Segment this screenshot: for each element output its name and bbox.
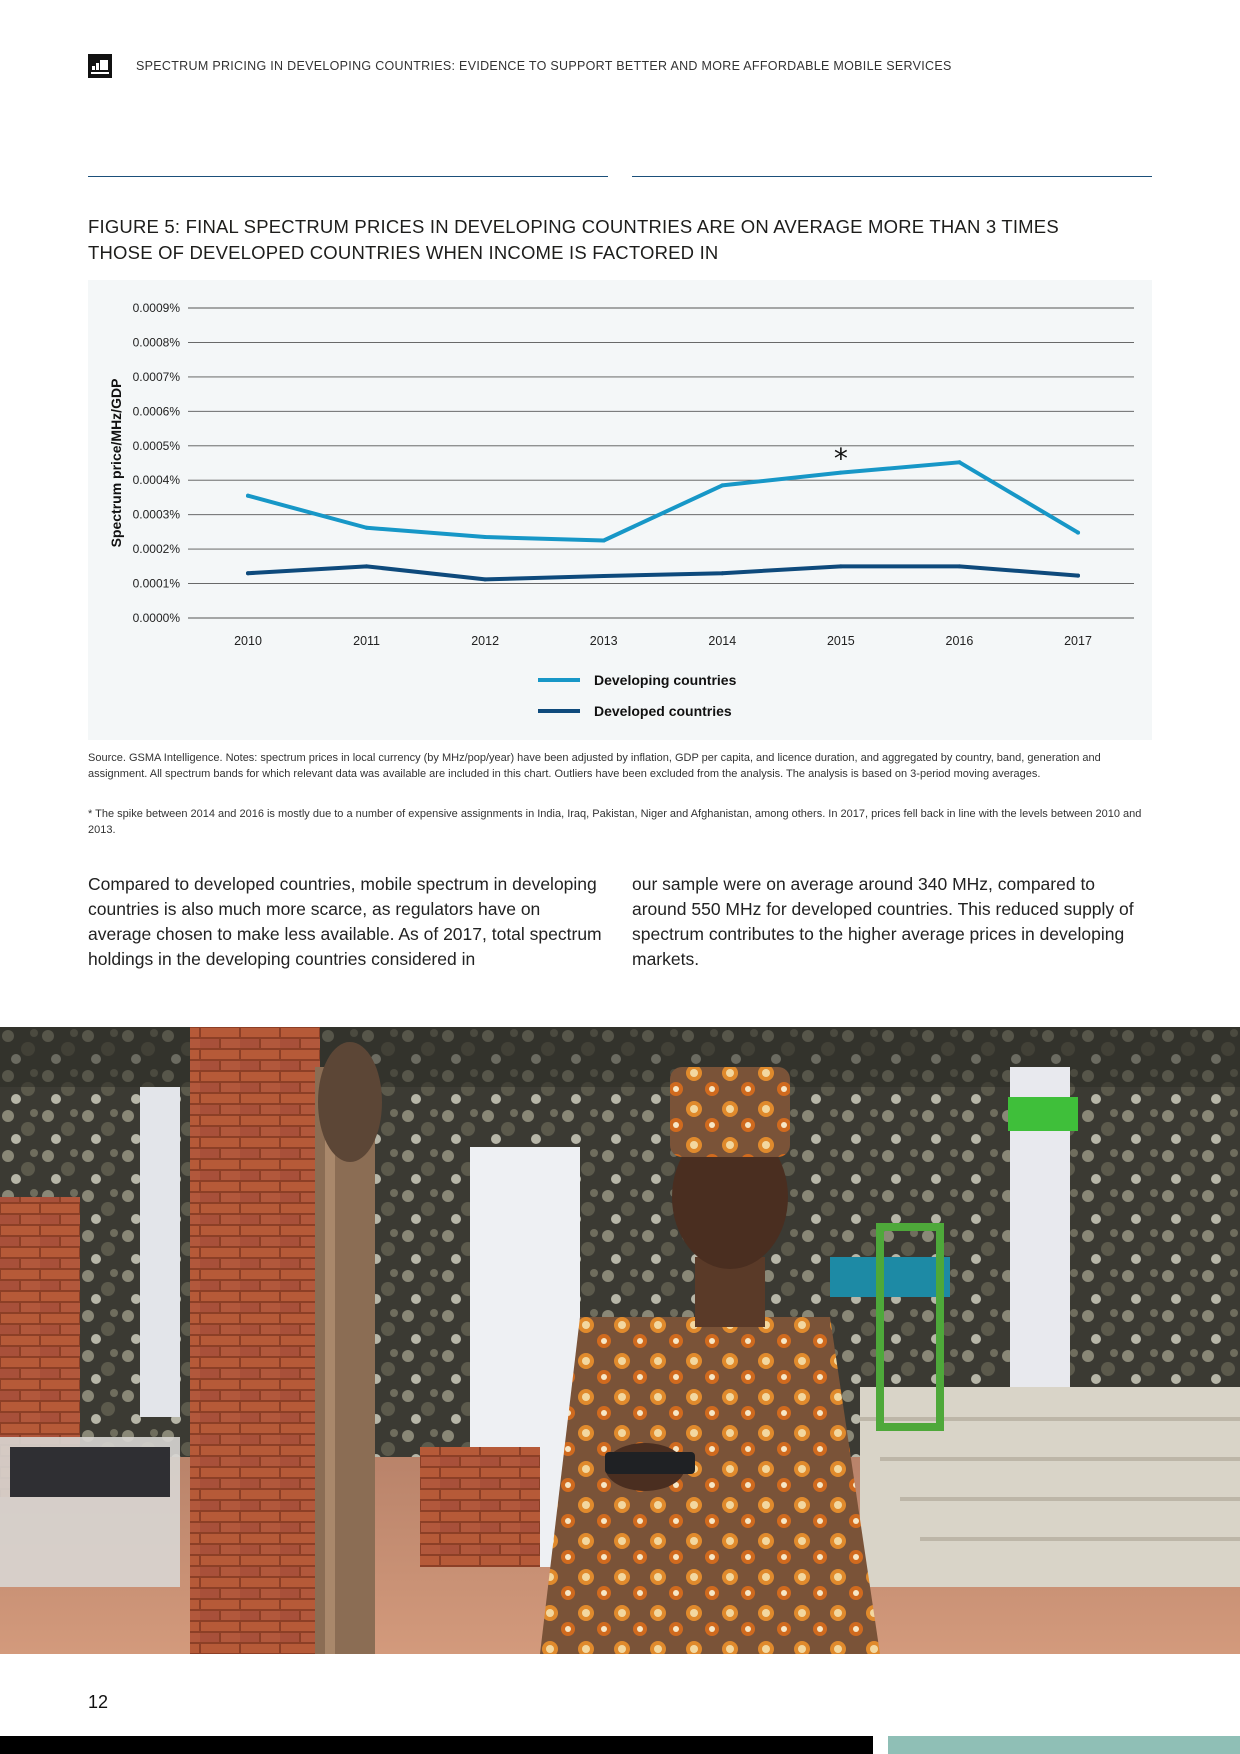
x-tick-label-2016: 2016 — [945, 634, 974, 648]
line-chart — [88, 280, 1152, 740]
data-point-developing-countries-2012 — [483, 535, 487, 539]
chart-footnote: * The spike between 2014 and 2016 is mostly due to a number of expensive assignments in India, Iraq, Pakistan, Niger and Afghanistan, among others. In 2017, prices fell back in line with the levels between 2010 and 2013. — [88, 808, 1142, 836]
y-tick-label-2: 0.0002% — [132, 542, 180, 557]
data-point-developed-countries-2011 — [365, 564, 369, 568]
legend-label-developed-countries: Developed countries — [594, 703, 732, 719]
body-text-column-2: our sample were on average around 340 MHz, compared to around 550 MHz for developed countries. This reduced supply of spectrum contributes to the higher average prices in developing markets. — [632, 874, 1134, 969]
page-number: 12 — [88, 1692, 109, 1712]
data-point-developed-countries-2014 — [720, 571, 724, 575]
legend-label-developing-countries: Developing countries — [594, 672, 737, 688]
data-point-developed-countries-2012 — [483, 577, 487, 581]
photo-illustration — [0, 1027, 1240, 1654]
y-tick-label-1: 0.0001% — [132, 576, 180, 591]
chart-gridlines — [188, 308, 1134, 618]
x-tick-label-2011: 2011 — [353, 634, 381, 648]
chart-source-note: Source. GSMA Intelligence. Notes: spectrum prices in local currency (by MHz/pop/year) have been adjusted by inflation, GDP per capita, and licence duration, and aggregated by country, band, generation and assignment. All spectrum bands for which relevant data was available are included in this chart. Outliers have been excluded from the analysis. The analysis is based on 3-period moving averages. — [88, 752, 1101, 780]
x-tick-label-2012: 2012 — [471, 634, 500, 648]
gsma-intelligence-logo-icon — [88, 54, 112, 78]
series-line-developed-countries — [248, 566, 1078, 579]
chart-annotations — [834, 442, 848, 475]
chart-x-ticks — [234, 634, 1092, 648]
divider-left — [88, 176, 608, 177]
x-tick-label-2014: 2014 — [708, 634, 737, 648]
divider-right — [632, 176, 1152, 177]
data-point-developing-countries-2011 — [365, 526, 369, 530]
data-point-developing-countries-2010 — [246, 494, 250, 498]
data-point-developed-countries-2015 — [839, 564, 843, 568]
chart-series — [246, 460, 1080, 581]
chart-legend — [538, 672, 737, 719]
y-axis-label: Spectrum price/MHz/GDP — [108, 378, 124, 548]
data-point-developed-countries-2010 — [246, 571, 250, 575]
y-tick-label-3: 0.0003% — [132, 507, 180, 522]
y-tick-label-0: 0.0000% — [132, 611, 180, 625]
page-header — [88, 53, 1148, 78]
figure-title-line-2: THOSE OF DEVELOPED COUNTRIES WHEN INCOME IS FACTORED IN — [88, 242, 719, 263]
data-point-developed-countries-2013 — [602, 574, 606, 578]
y-tick-label-8: 0.0008% — [132, 335, 180, 350]
y-tick-label-9: 0.0009% — [132, 301, 180, 315]
photo-man-with-phone — [0, 1027, 1240, 1654]
x-tick-label-2015: 2015 — [826, 634, 855, 648]
data-point-developing-countries-2017 — [1076, 531, 1080, 535]
data-point-developed-countries-2017 — [1076, 574, 1080, 578]
data-point-developing-countries-2013 — [602, 539, 606, 543]
chart-svg — [88, 280, 1152, 740]
y-tick-label-7: 0.0007% — [132, 369, 180, 384]
footer-bar-teal — [888, 1736, 1240, 1754]
annotation-asterisk-0: * — [833, 442, 848, 476]
body-text-column-1: Compared to developed countries, mobile spectrum in developing countries is also much more scarce, as regulators have on average chosen to make less available. As of 2017, total spectrum holdings in the developing countries considered in — [88, 874, 602, 969]
figure-title — [88, 214, 1152, 266]
y-tick-label-6: 0.0006% — [132, 404, 180, 419]
data-point-developed-countries-2016 — [957, 564, 961, 568]
figure-title-line-1: FIGURE 5: FINAL SPECTRUM PRICES IN DEVELOPING COUNTRIES ARE ON AVERAGE MORE THAN 3 TIMES — [88, 216, 1059, 237]
chart-y-ticks — [133, 301, 181, 625]
series-line-developing-countries — [248, 462, 1078, 540]
y-tick-label-4: 0.0004% — [132, 473, 180, 488]
data-point-developing-countries-2014 — [720, 483, 724, 487]
x-tick-label-2010: 2010 — [234, 634, 262, 648]
x-tick-label-2017: 2017 — [1064, 634, 1092, 648]
data-point-developing-countries-2016 — [957, 460, 961, 464]
x-tick-label-2013: 2013 — [589, 634, 618, 648]
y-tick-label-5: 0.0005% — [132, 438, 180, 453]
footer-bar-black — [0, 1736, 873, 1754]
running-header-title: SPECTRUM PRICING IN DEVELOPING COUNTRIES: EVIDENCE TO SUPPORT BETTER AND MORE AFFORDABLE MOBILE SERVICES — [136, 58, 952, 73]
